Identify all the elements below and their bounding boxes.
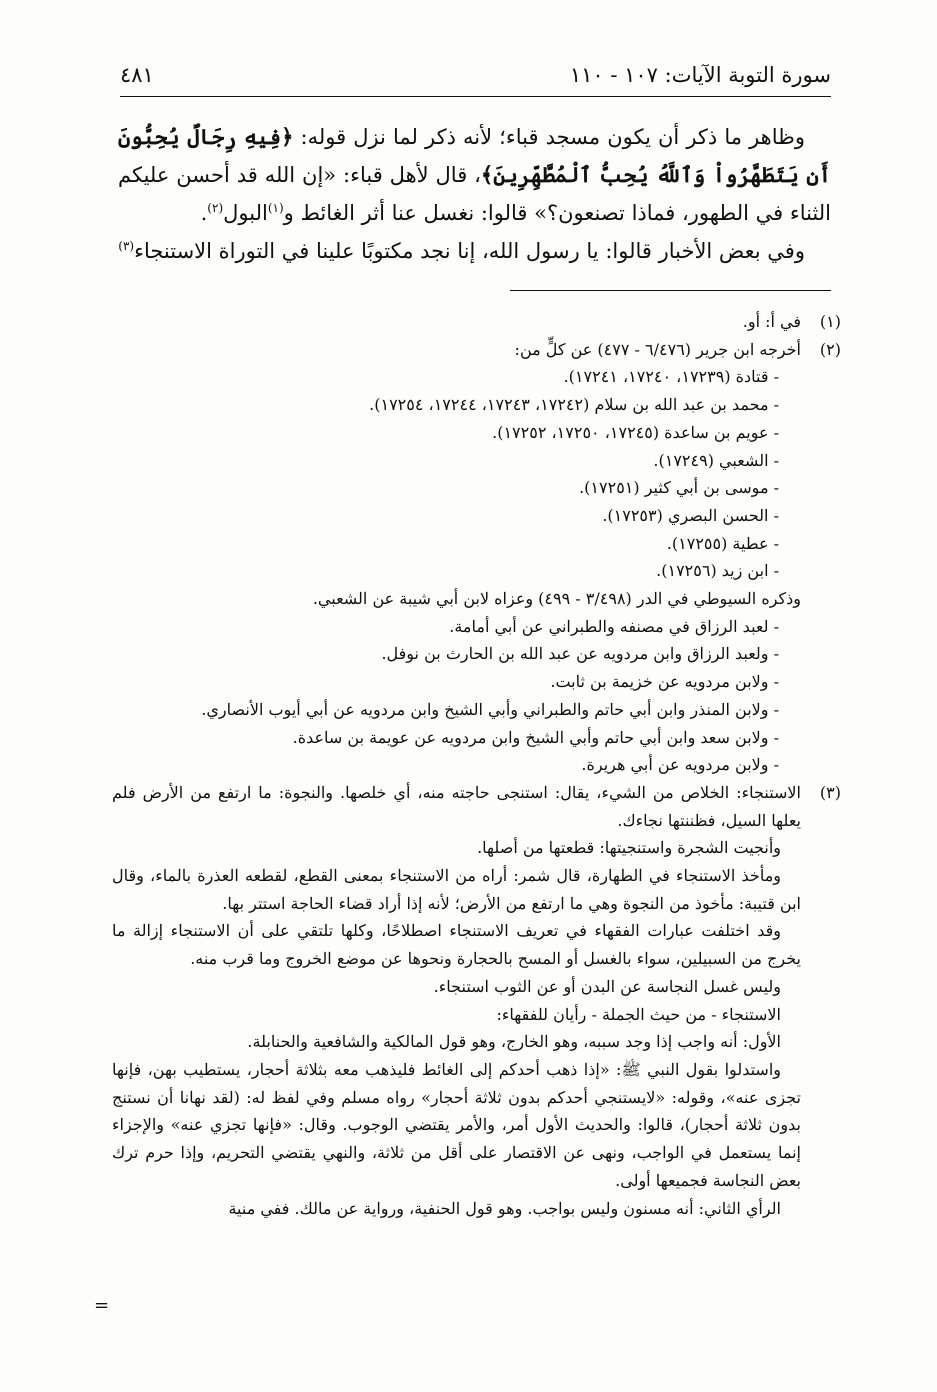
page-number: ٤٨١ (120, 63, 154, 87)
list-item: - ابن زيد (١٧٢٥٦). (656, 561, 779, 581)
footnote-line: وليس غسل النجاسة عن البدن أو عن الثوب استنجاء. (433, 976, 781, 996)
list-item: - ولعبد الرزاق وابن مردويه عن عبد الله بن الحارث بن نوفل. (381, 644, 779, 664)
footnote-2: (٢) أخرجه ابن جرير (٦/٤٧٦ - ٤٧٧) عن كلٍّ من: - قتادة (١٧٢٣٩، ١٧٢٤٠، ١٧٢٤١). - محمد بن عبد الله بن سلام (١٧٢٤٢، ١٧٢٤٣، ١٧٢٤٤، ١٧٢٥٤). - عويم بن ساعدة (١٧٢٤٥، ١٧٢٥٠، ١٧٢٥٢). - الشعبي (١٧٢٤٩). - موسى بن أبي كثير (١٧٢٥١). - الحسن البصري (١٧٢٥٣). - عطية (١٧٢٥٥). - ابن زيد (١٧٢٥٦). وذكره السيوطي في الدر (٣/٤٩٨ - ٤٩٩) وعزاه لابن أبي شيبة عن الشعبي. - لعبد الرزاق في مصنفه والطبراني عن أبي أمامة. - ولعبد الرزاق وابن مردويه عن عبد الله بن الحارث بن نوفل. - ولابن مردويه عن خزيمة بن ثابت. - ولابن المنذر وابن أبي حاتم والطبراني وأبي الشيخ وابن مردويه عن أبي أيوب الأنصاري. - ولابن سعد وابن أبي حاتم وأبي الشيخ وابن مردويه عن عويمة بن ساعدة. - ولابن مردويه عن أبي هريرة. (112, 336, 841, 779)
main-paragraph-2: وفي بعض الأخبار قالوا: يا رسول الله، إنا نجد مكتوبًا علينا في التوراة الاستنجاء$^{(٣)}$ (118, 239, 805, 263)
header-rule (120, 96, 831, 97)
footnote-line: وأنجيت الشجرة واستنجيتها: قطعتها من أصلها. (477, 838, 781, 858)
running-header (120, 58, 831, 98)
footnote-line: الاستنجاء: الخلاص من الشيء، يقال: استنجى حاجته منه، أي خلصها. والنجوة: ما ارتفع من الأرض فلم يعلها السيل، فظننتها نجاءك. (112, 782, 802, 830)
list-item: - موسى بن أبي كثير (١٧٢٥١). (579, 478, 779, 498)
surah-title: سورة التوبة الآيات: ١٠٧ - ١١٠ (569, 63, 831, 87)
main-text (118, 118, 831, 270)
list-item: - ولابن المنذر وابن أبي حاتم والطبراني وأبي الشيخ وابن مردويه عن أبي أيوب الأنصاري. (201, 699, 779, 719)
footnote-separator (510, 290, 831, 291)
continuation-mark: = (94, 1295, 110, 1316)
list-item: - الشعبي (١٧٢٤٩). (653, 450, 779, 470)
list-item: - لعبد الرزاق في مصنفه والطبراني عن أبي أمامة. (449, 616, 779, 636)
list-item: - ولابن مردويه عن أبي هريرة. (581, 755, 779, 775)
footnote-number: (٢) (819, 339, 841, 359)
list-item: - ولابن سعد وابن أبي حاتم وأبي الشيخ وابن مردويه عن عويمة بن ساعدة. (292, 727, 779, 747)
footnote-line: الاستنجاء - من حيث الجملة - رأيان للفقهاء: (496, 1004, 781, 1024)
footnote-ref-3: (٣) (118, 239, 135, 253)
footnote-line: واستدلوا بقول النبي ﷺ: «إذا ذهب أحدكم إلى الغائط فليذهب معه بثلاثة أحجار، يستطيب بهن، فإنها تجزى عنه»، وقوله: «لايستنجي أحدكم بدون ثلاثة أحجار» رواه مسلم وفي لفظ له: (لقد نهانا أن نستنج بدون ثلاثة أحجار)، قالوا: والحديث الأول أمر، والأمر يقتضي الوجوب. وقال: «فإنها تجزي عنه» والإجزاء إنما يستعمل في الواجب، ونهى عن الاقتصار على أقل من ثلاثة، والنهي يقتضي التحريم، وإذا حرم ترك بعض النجاسة فجميعها أولى. (112, 1059, 801, 1190)
footnote-1: (١) في أ: أو. (112, 308, 841, 336)
suyuti-note: وذكره السيوطي في الدر (٣/٤٩٨ - ٤٩٩) وعزاه لابن أبي شيبة عن الشعبي. (312, 589, 801, 609)
quran-verse: ﴿فِيهِ رِجَالٌ يُحِبُّونَ أَن يَتَطَهَّرُواْ وَٱللَّهُ يُحِبُّ ٱلْمُطَّهِّرِينَ﴾ (118, 124, 831, 187)
list-item: - قتادة (١٧٢٣٩، ١٧٢٤٠، ١٧٢٤١). (563, 367, 779, 387)
footnote-number: (١) (819, 312, 841, 331)
list-item: - عطية (١٧٢٥٥). (666, 533, 779, 553)
footnote-number: (٣) (819, 782, 841, 802)
footnote-line: ومأخذ الاستنجاء في الطهارة، قال شمر: أراه من الاستنجاء بمعنى القطع، لقطعه العذرة بالماء، وقال ابن قتيبة: مأخوذ من النجوة وهي ما ارتفع من الأرض؛ لأنه إذا أراد قضاء الحاجة استتر بها. (112, 866, 801, 913)
list-item: - محمد بن عبد الله بن سلام (١٧٢٤٢، ١٧٢٤٣، ١٧٢٤٤، ١٧٢٥٤). (369, 395, 779, 415)
main-paragraph-1: وظاهر ما ذكر أن يكون مسجد قباء؛ لأنه ذكر لما نزل قوله: ﴿فِيهِ رِجَالٌ يُحِبُّونَ أَن يَتَطَهَّرُواْ وَٱللَّهُ يُحِبُّ ٱلْمُطَّهِّرِينَ﴾، قال لأهل قباء: «إن الله قد أحسن عليكم الثناء في الطهور، فماذا تصنعون؟» قالوا: نغسل عنا أثر الغائط و$^{(١)}$البول$^{(٢)}$. (118, 124, 831, 225)
footnote-ref-1: (١) (267, 201, 284, 215)
list-item: - عويم بن ساعدة (١٧٢٤٥، ١٧٢٥٠، ١٧٢٥٢). (492, 422, 779, 442)
list-item: - الحسن البصري (١٧٢٥٣). (602, 505, 779, 525)
list-item: - ولابن مردويه عن خزيمة بن ثابت. (550, 672, 779, 692)
footnote-line: الرأي الثاني: أنه مسنون وليس بواجب. وهو قول الحنفية، ورواية عن مالك. ففي منية (228, 1198, 781, 1218)
footnote-line: الأول: أنه واجب إذا وجد سببه، وهو الخارج، وهو قول المالكية والشافعية والحنابلة. (247, 1032, 781, 1052)
footnote-ref-2: (٢) (207, 201, 224, 215)
footnote-3 (112, 779, 841, 1222)
footnotes (112, 308, 841, 1222)
footnote-line: وقد اختلفت عبارات الفقهاء في تعريف الاستنجاء اصطلاحًا، وكلها تلتقي على أن الاستنجاء إزالة ما يخرج من السبيلين، سواء بالغسل أو المسح بالحجارة ونحوها عن موضع الخروج وما قرب منه. (112, 921, 801, 969)
